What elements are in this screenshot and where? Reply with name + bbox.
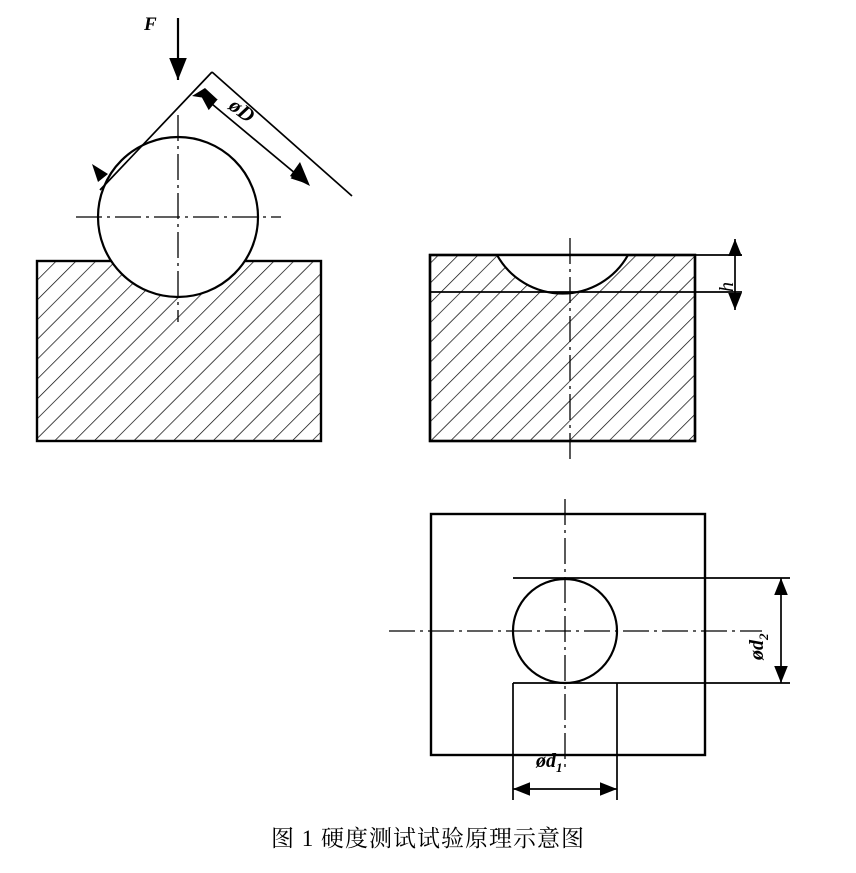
label-d1-main: ød [536, 750, 556, 772]
specimen-hatch-lower-section [430, 292, 695, 441]
label-d2-main: ød [746, 640, 768, 660]
label-d1-sub: 1 [556, 760, 563, 775]
view-top [389, 499, 790, 800]
label-d2-sub: 2 [756, 633, 771, 640]
label-ball-diameter: øD [224, 93, 260, 128]
label-indent-depth: h [716, 282, 738, 292]
diameter-arrow-left [92, 164, 108, 182]
label-indent-diameter-2 [746, 634, 772, 661]
view-section [430, 238, 742, 462]
view-loading [37, 18, 352, 441]
figure-caption: 图 1 硬度测试试验原理示意图 [271, 826, 585, 851]
label-indent-diameter-1 [536, 750, 563, 776]
label-force: F [144, 14, 157, 35]
